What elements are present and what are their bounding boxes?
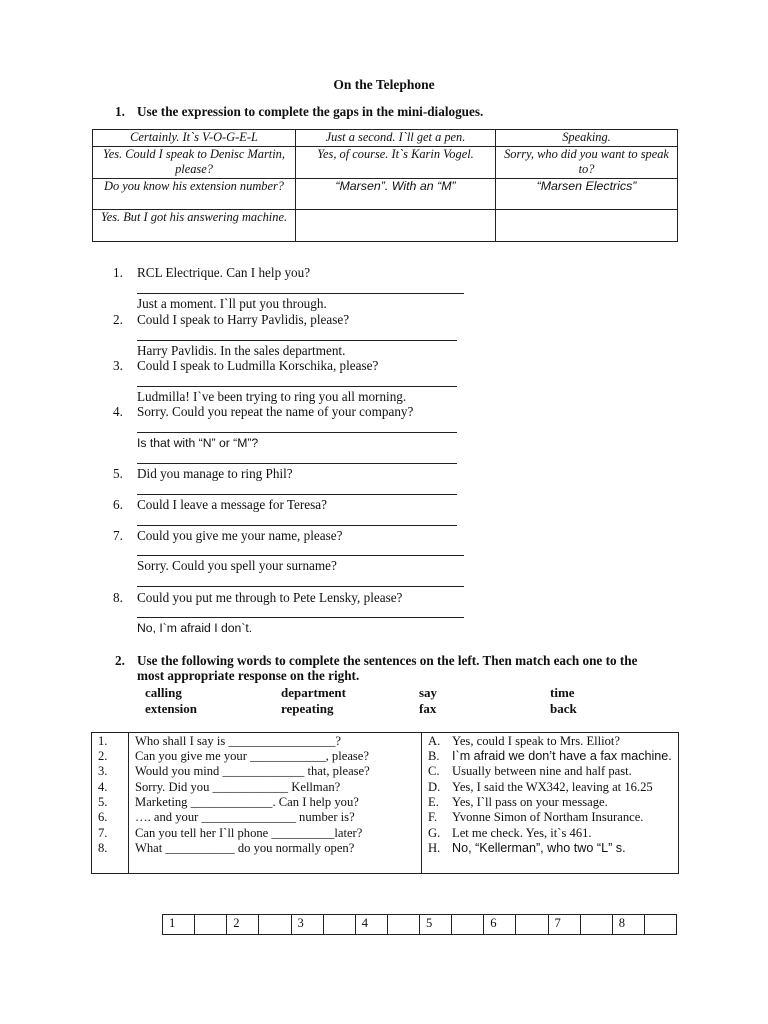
sentence: What ___________ do you normally open? bbox=[135, 841, 355, 855]
sentence: Can you give me your ____________, please? bbox=[135, 749, 369, 763]
sentence-column bbox=[129, 733, 422, 873]
expr-cell: Just a second. I`ll get a pen. bbox=[296, 130, 496, 147]
expr-cell bbox=[496, 209, 678, 241]
section1-instruction: Use the expression to complete the gaps in the mini-dialogues. bbox=[137, 104, 484, 119]
expr-cell: Yes, of course. It`s Karin Vogel. bbox=[296, 146, 496, 178]
response-column bbox=[422, 733, 678, 873]
dialogue-number: 2. bbox=[113, 312, 123, 327]
sentence: …. and your _______________ number is? bbox=[135, 810, 355, 824]
response-letter: F. bbox=[428, 810, 438, 824]
row-number: 1. bbox=[98, 734, 108, 748]
expr-cell: “Marsen”. With an “M” bbox=[296, 178, 496, 209]
answer-blank[interactable] bbox=[137, 617, 464, 618]
row-number: 3. bbox=[98, 764, 108, 778]
expression-table bbox=[92, 129, 678, 242]
dialogue-reply: Ludmilla! I`ve been trying to ring you all morning. bbox=[137, 389, 407, 404]
response: Let me check. Yes, it`s 461. bbox=[452, 826, 592, 840]
expr-cell: Yes. But I got his answering machine. bbox=[93, 209, 296, 241]
dialogue-question: Could I speak to Ludmilla Korschika, please? bbox=[137, 358, 379, 373]
page-title: On the Telephone bbox=[333, 77, 435, 92]
dialogue-question: Could you put me through to Pete Lensky, please? bbox=[137, 590, 403, 605]
answer-blank[interactable] bbox=[137, 432, 457, 433]
sentence: Who shall I say is _________________? bbox=[135, 734, 342, 748]
expr-cell: Sorry, who did you want to speak to? bbox=[496, 146, 678, 178]
row-number: 2. bbox=[98, 749, 108, 763]
answer-blank[interactable] bbox=[137, 586, 464, 587]
answer-grid-cell[interactable] bbox=[516, 915, 548, 935]
answer-grid-cell[interactable] bbox=[644, 915, 676, 935]
response-letter: E. bbox=[428, 795, 439, 809]
response: Usually between nine and half past. bbox=[452, 764, 632, 778]
response-letter: B. bbox=[428, 749, 440, 763]
dialogue-question: Sorry. Could you repeat the name of your company? bbox=[137, 404, 414, 419]
response-letter: G. bbox=[428, 826, 441, 840]
dialogue-number: 5. bbox=[113, 466, 123, 481]
answer-grid-cell[interactable] bbox=[323, 915, 355, 935]
dialogue-question: Could you give me your name, please? bbox=[137, 528, 343, 543]
dialogue-question: Did you manage to ring Phil? bbox=[137, 466, 293, 481]
answer-grid-cell[interactable] bbox=[580, 915, 612, 935]
row-number: 6. bbox=[98, 810, 108, 824]
word-item: say bbox=[419, 685, 438, 700]
answer-grid-cell[interactable] bbox=[259, 915, 291, 935]
response-letter: H. bbox=[428, 841, 441, 855]
section2-instruction-line1: Use the following words to complete the sentences on the left. Then match each one to the bbox=[137, 653, 638, 668]
expr-cell: Speaking. bbox=[496, 130, 678, 147]
response-letter: D. bbox=[428, 780, 441, 794]
dialogue-number: 1. bbox=[113, 265, 123, 280]
answer-blank[interactable] bbox=[137, 386, 457, 387]
word-item: repeating bbox=[281, 701, 334, 716]
matching-table bbox=[91, 732, 679, 874]
response: Yes, I said the WX342, leaving at 16.25 bbox=[452, 780, 653, 794]
dialogue-question: Could I leave a message for Teresa? bbox=[137, 497, 327, 512]
word-item: department bbox=[281, 685, 346, 700]
answer-blank[interactable] bbox=[137, 463, 457, 464]
word-item: time bbox=[550, 685, 575, 700]
dialogue-question: RCL Electrique. Can I help you? bbox=[137, 265, 311, 280]
response-letter: C. bbox=[428, 764, 440, 778]
word-item: extension bbox=[145, 701, 197, 716]
answer-grid-cell[interactable] bbox=[195, 915, 227, 935]
answer-grid-number: 4 bbox=[355, 915, 387, 935]
dialogue-reply: Harry Pavlidis. In the sales department. bbox=[137, 343, 346, 358]
sentence: Sorry. Did you ____________ Kellman? bbox=[135, 780, 341, 794]
response: Yvonne Simon of Northam Insurance. bbox=[452, 810, 644, 824]
answer-grid-cell[interactable] bbox=[452, 915, 484, 935]
answer-grid-number: 5 bbox=[420, 915, 452, 935]
section2-instruction-line2: most appropriate response on the right. bbox=[137, 668, 360, 683]
dialogue-number: 6. bbox=[113, 497, 123, 512]
expr-cell: Do you know his extension number? bbox=[93, 178, 296, 209]
response: Yes, I`ll pass on your message. bbox=[452, 795, 608, 809]
answer-blank[interactable] bbox=[137, 293, 464, 294]
expr-cell: “Marsen Electrics” bbox=[496, 178, 678, 209]
answer-grid-cell[interactable] bbox=[387, 915, 419, 935]
sentence: Would you mind _____________ that, please? bbox=[135, 764, 370, 778]
answer-blank[interactable] bbox=[137, 555, 464, 556]
answer-grid-number: 6 bbox=[484, 915, 516, 935]
sentence: Marketing _____________. Can I help you? bbox=[135, 795, 359, 809]
row-number: 5. bbox=[98, 795, 108, 809]
sentence: Can you tell her I`ll phone __________later? bbox=[135, 826, 363, 840]
number-column bbox=[92, 733, 129, 873]
section1-number: 1. bbox=[115, 104, 125, 119]
dialogue-number: 7. bbox=[113, 528, 123, 543]
answer-grid bbox=[162, 914, 677, 935]
response: Yes, could I speak to Mrs. Elliot? bbox=[452, 734, 621, 748]
expr-cell bbox=[296, 209, 496, 241]
dialogue-question: Could I speak to Harry Pavlidis, please? bbox=[137, 312, 350, 327]
response: I`m afraid we don’t have a fax machine. bbox=[452, 749, 672, 763]
row-number: 4. bbox=[98, 780, 108, 794]
row-number: 7. bbox=[98, 826, 108, 840]
dialogue-reply: Just a moment. I`ll put you through. bbox=[137, 296, 327, 311]
answer-blank[interactable] bbox=[137, 494, 457, 495]
answer-grid-number: 3 bbox=[291, 915, 323, 935]
word-item: calling bbox=[145, 685, 182, 700]
response: No, “Kellerman”, who two “L” s. bbox=[452, 841, 626, 855]
dialogue-number: 4. bbox=[113, 404, 123, 419]
word-item: fax bbox=[419, 701, 437, 716]
dialogue-reply: Sorry. Could you spell your surname? bbox=[137, 558, 337, 573]
section2-number: 2. bbox=[115, 653, 125, 668]
answer-blank[interactable] bbox=[137, 340, 457, 341]
answer-grid-number: 2 bbox=[227, 915, 259, 935]
answer-grid-number: 8 bbox=[612, 915, 644, 935]
answer-grid-number: 7 bbox=[548, 915, 580, 935]
expr-cell: Yes. Could I speak to Denisc Martin, please? bbox=[93, 146, 296, 178]
dialogue-number: 8. bbox=[113, 590, 123, 605]
word-item: back bbox=[550, 701, 577, 716]
dialogue-number: 3. bbox=[113, 358, 123, 373]
answer-grid-number: 1 bbox=[163, 915, 195, 935]
expr-cell: Certainly. It`s V-O-G-E-L bbox=[93, 130, 296, 147]
dialogue-reply: Is that with “N” or “M”? bbox=[137, 436, 259, 450]
response-letter: A. bbox=[428, 734, 441, 748]
row-number: 8. bbox=[98, 841, 108, 855]
dialogue-reply: No, I`m afraid I don`t. bbox=[137, 621, 253, 635]
answer-blank[interactable] bbox=[137, 525, 457, 526]
